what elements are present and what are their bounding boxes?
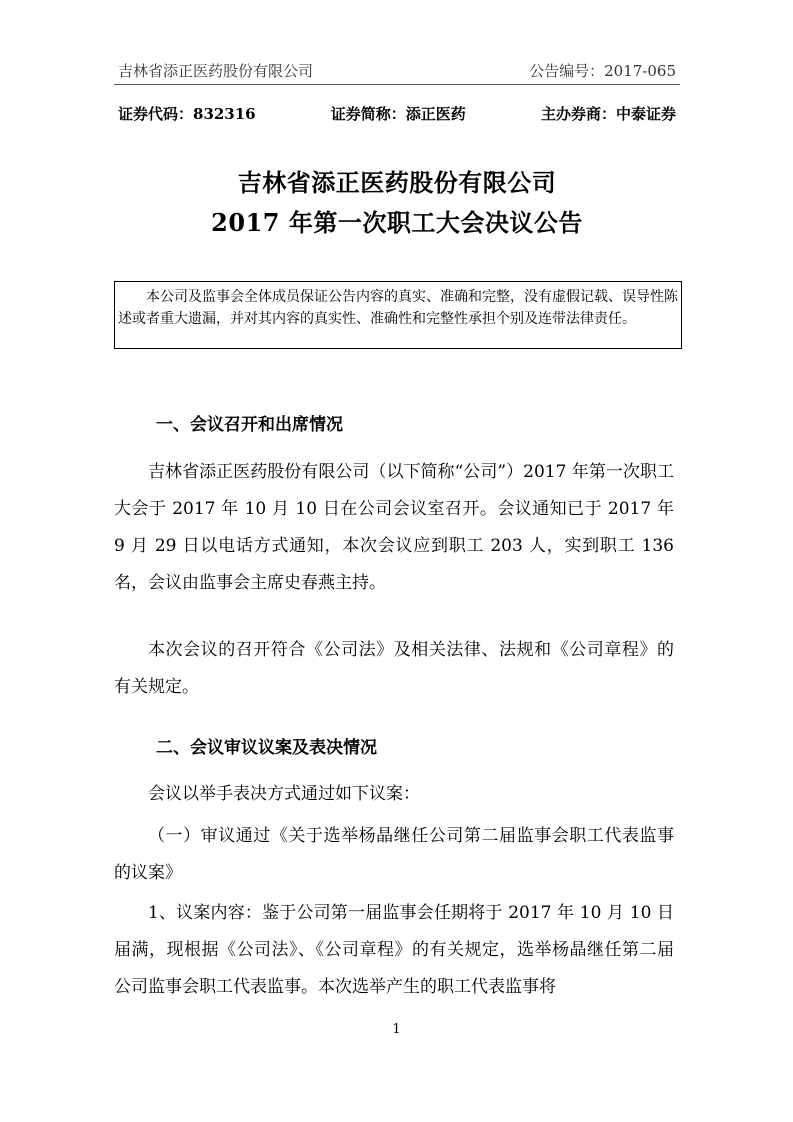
- securities-code: 证券代码：832316: [118, 104, 256, 123]
- page-header: [118, 57, 676, 83]
- paragraph-legal-compliance: 本次会议的召开符合《公司法》及相关法律、法规和《公司章程》的有关规定。: [114, 640, 674, 697]
- paragraph-resolution-title: （一）审议通过《关于选举杨晶继任公司第二届监事会职工代表监事的议案》: [114, 826, 674, 883]
- header-company-name: 吉林省添正医药股份有限公司: [118, 61, 314, 80]
- paragraph-resolution-content: 1、议案内容：鉴于公司第一届监事会任期将于 2017 年 10 月 10 日届满，现根据《公司法》、《公司章程》的有关规定，选举杨晶继任第二届公司监事会职工代表监事。本次选举产生的职工代表监事将: [114, 903, 674, 997]
- section-heading-meeting-info: 一、会议召开和出席情况: [156, 415, 343, 435]
- header-divider: [114, 84, 680, 85]
- disclaimer-box: 本公司及监事会全体成员保证公告内容的真实、准确和完整，没有虚假记载、误导性陈述或者重大遗漏，并对其内容的真实性、准确性和完整性承担个别及连带法律责任。: [114, 281, 682, 349]
- document-title-company: 吉林省添正医药股份有限公司: [237, 168, 557, 197]
- securities-broker: 主办券商：中泰证券: [540, 104, 676, 123]
- section-heading-resolutions: 二、会议审议议案及表决情况: [156, 738, 377, 758]
- securities-info: [118, 101, 676, 125]
- paragraph-voting-method: 会议以举手表决方式通过如下议案：: [148, 784, 420, 804]
- document-title-notice: 2017 年第一次职工大会决议公告: [211, 208, 583, 237]
- securities-short-name: 证券简称：添正医药: [330, 104, 466, 123]
- header-notice-number: 公告编号：2017-065: [529, 61, 676, 80]
- paragraph-meeting-details: 吉林省添正医药股份有限公司（以下简称“公司”）2017 年第一次职工大会于 2017 年 10 月 10 日在公司会议室召开。会议通知已于 2017 年 9 月 29 日以电话方式通知，本次会议应到职工 203 人，实到职工 136 名，会议由监事会主席史春燕主持。: [114, 462, 674, 593]
- page-number: 1: [392, 1022, 401, 1037]
